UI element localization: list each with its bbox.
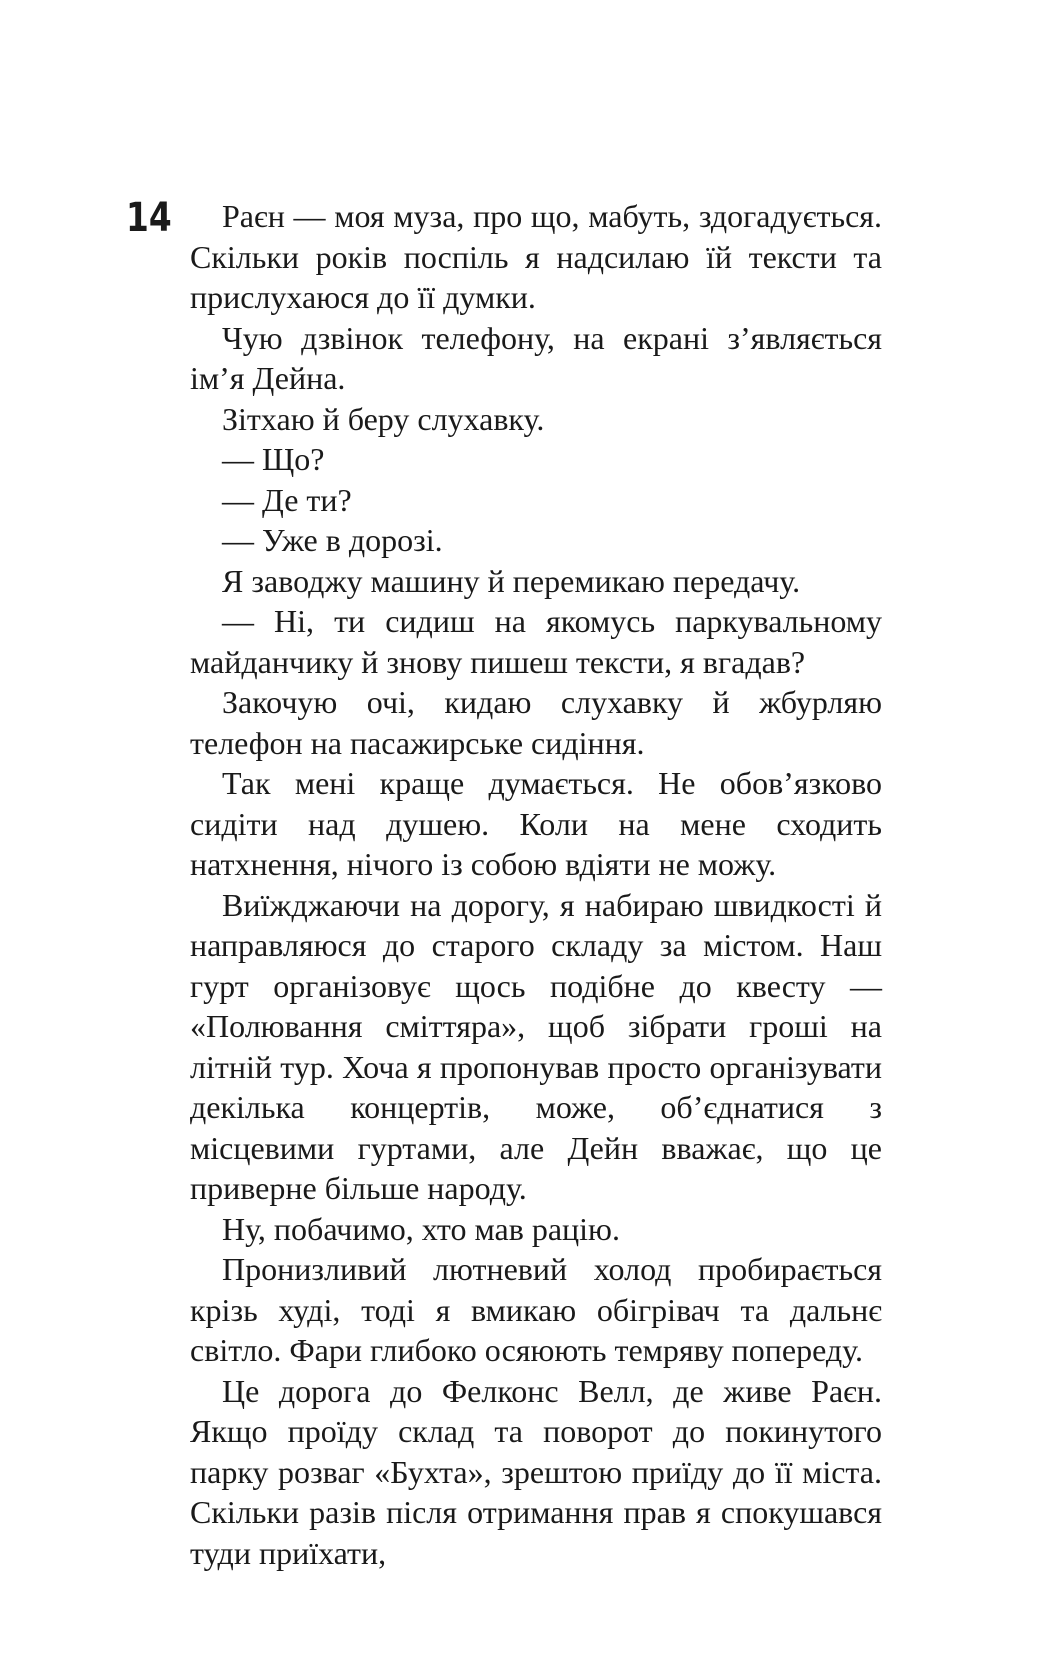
paragraph: Виїжджаючи на дорогу, я набираю швидкості й направляюся до старого складу за містом. Наш гурт організовує щось подібне до квесту — «Полювання сміттяра», щоб зібрати гроші на літній тур. Хоча я пропонував просто організувати декілька концертів, може, об’єднатися з місцевими гуртами, але Дейн вважає, що це приверне більше народу. <box>190 886 882 1206</box>
paragraph: Так мені краще думається. Не обов’язково сидіти над душею. Коли на мене сходить натхнення, нічого із собою вдіяти не можу. <box>190 765 882 882</box>
paragraph: Я заводжу машину й перемикаю передачу. <box>222 562 801 599</box>
paragraph: Зітхаю й беру слухавку. <box>222 400 545 437</box>
paragraph: Ну, побачимо, хто мав рацію. <box>222 1210 620 1247</box>
paragraph: Закочую очі, кидаю слухавку й жбурляю телефон на пасажирське сидіння. <box>190 684 882 761</box>
paragraph: — Уже в дорозі. <box>222 522 443 558</box>
paragraph: — Що? <box>222 441 325 477</box>
paragraph: Це дорога до Фелконс Велл, де живе Раєн. Якщо проїду склад та поворот до покинутого парку розваг «Бухта», зрештою приїду до її міста. Скільки разів після отримання прав я спокушався туди приїхати, <box>190 1372 882 1571</box>
paragraph: — Де ти? <box>222 481 352 518</box>
paragraph: Раєн — моя муза, про що, мабуть, здогадується. Скільки років поспіль я надсилаю їй тексти та прислухаюся до її думки. <box>190 198 882 315</box>
paragraph: Пронизливий лютневий холод пробирається крізь худі, тоді я вмикаю обігрівач та дальнє світло. Фари глибоко осяюють темряву попереду. <box>190 1251 882 1368</box>
paragraph: Чую дзвінок телефону, на екрані з’являється ім’я Дейна. <box>190 319 882 396</box>
page-number: 14 <box>126 195 172 241</box>
paragraph: — Ні, ти сидиш на якомусь паркувальному майданчику й знову пишеш тексти, я вгадав? <box>190 603 882 680</box>
body-text <box>190 196 882 1573</box>
